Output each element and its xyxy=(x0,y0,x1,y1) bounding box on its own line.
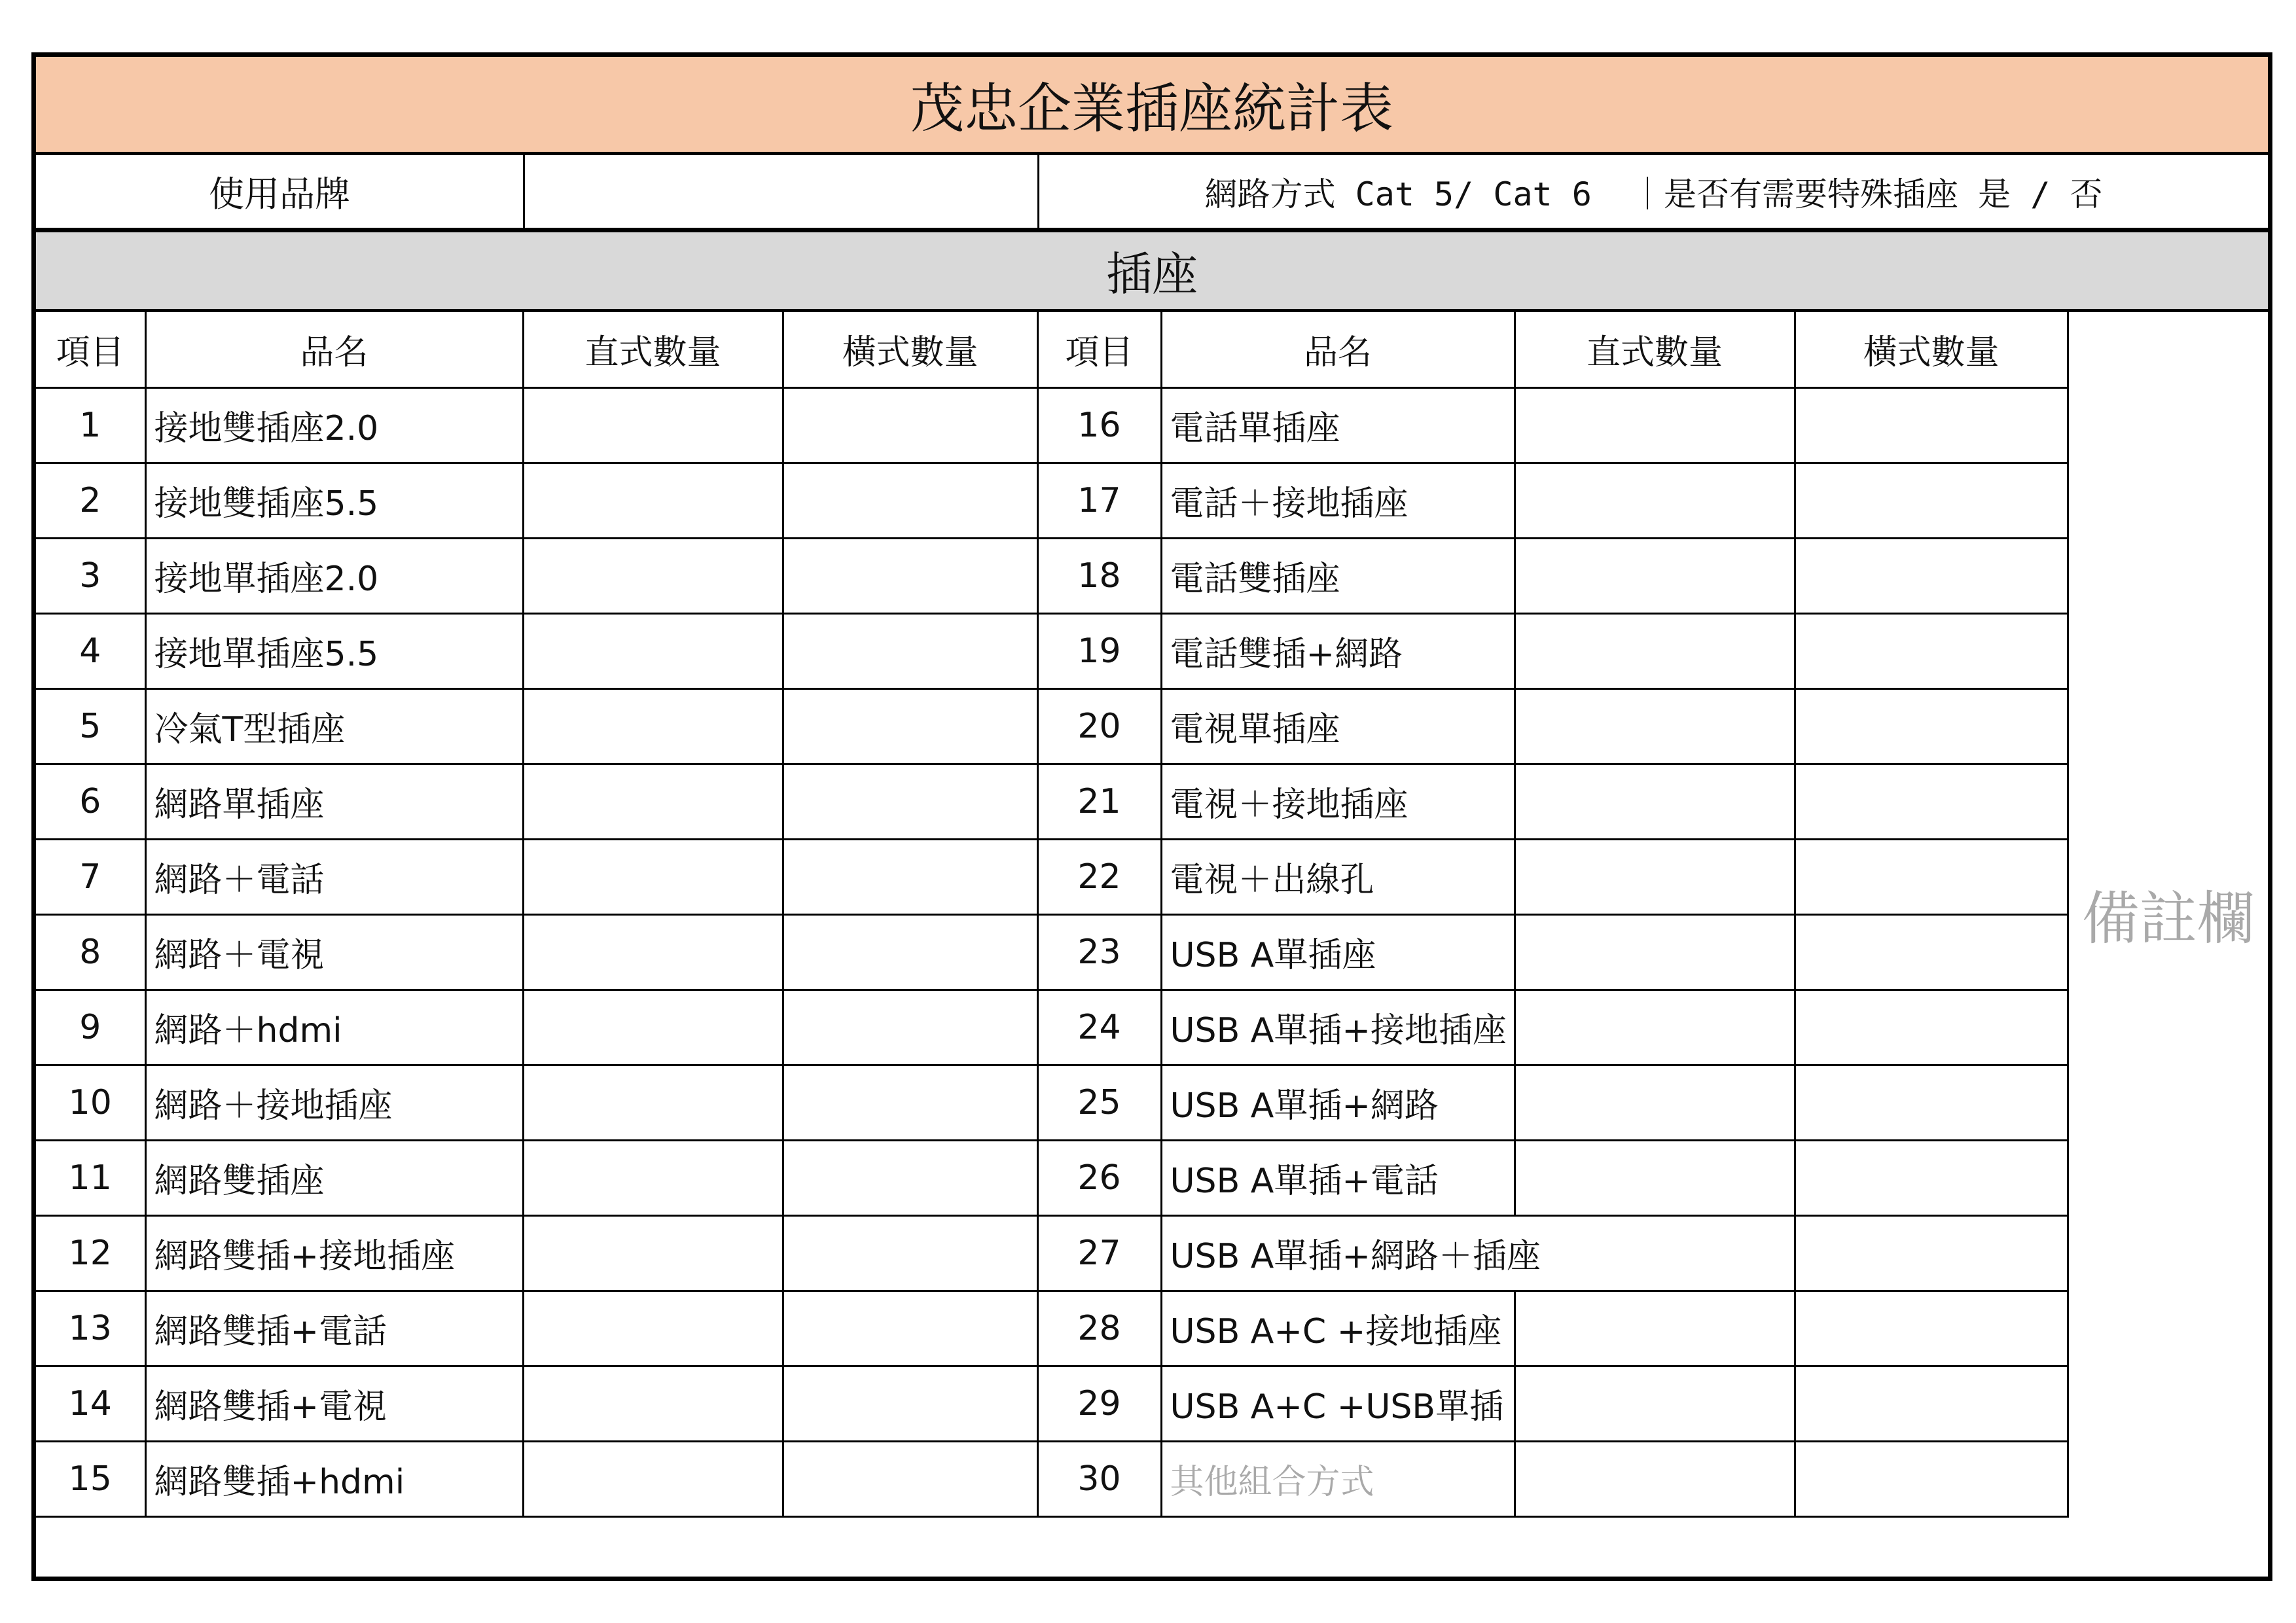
item-number: 19 xyxy=(1037,613,1161,688)
item-number: 28 xyxy=(1037,1291,1161,1366)
item-number: 22 xyxy=(1037,839,1161,914)
table-row xyxy=(36,613,2268,688)
item-name: 網路雙插+接地插座 xyxy=(145,1215,523,1291)
vertical-qty-input[interactable] xyxy=(1515,463,1795,538)
vertical-qty-input[interactable] xyxy=(523,1291,783,1366)
horizontal-qty-input[interactable] xyxy=(783,1441,1037,1516)
horizontal-qty-input[interactable] xyxy=(783,764,1037,839)
item-number: 3 xyxy=(36,538,145,613)
horizontal-qty-input[interactable] xyxy=(1795,463,2068,538)
horizontal-qty-input[interactable] xyxy=(1795,1441,2068,1516)
item-name: USB A+C +接地插座 xyxy=(1161,1291,1515,1366)
brand-label: 使用品牌 xyxy=(209,173,350,215)
vertical-qty-input[interactable] xyxy=(523,1140,783,1215)
vertical-qty-input[interactable] xyxy=(523,463,783,538)
vertical-qty-input[interactable] xyxy=(523,764,783,839)
horizontal-qty-input[interactable] xyxy=(783,538,1037,613)
vertical-qty-input[interactable] xyxy=(523,1366,783,1441)
horizontal-qty-input[interactable] xyxy=(783,1291,1037,1366)
item-number: 29 xyxy=(1037,1366,1161,1441)
vertical-qty-input[interactable] xyxy=(1515,613,1795,688)
item-number: 21 xyxy=(1037,764,1161,839)
horizontal-qty-input[interactable] xyxy=(783,688,1037,764)
vertical-qty-input[interactable] xyxy=(523,914,783,990)
horizontal-qty-input[interactable] xyxy=(1795,613,2068,688)
vertical-qty-input[interactable] xyxy=(523,613,783,688)
vertical-qty-input[interactable] xyxy=(1515,1215,1795,1291)
item-name: 電視單插座 xyxy=(1161,688,1515,764)
section-bar xyxy=(36,232,2268,312)
vertical-qty-input[interactable] xyxy=(523,1441,783,1516)
vertical-qty-input[interactable] xyxy=(1515,1140,1795,1215)
item-name: 電視＋接地插座 xyxy=(1161,764,1515,839)
horizontal-qty-input[interactable] xyxy=(1795,839,2068,914)
item-name: USB A單插+電話 xyxy=(1161,1140,1515,1215)
horizontal-qty-input[interactable] xyxy=(783,990,1037,1065)
horizontal-qty-input[interactable] xyxy=(1795,538,2068,613)
table-row xyxy=(36,914,2268,990)
remarks-label: 備註欄 xyxy=(2081,885,2255,952)
vertical-qty-input[interactable] xyxy=(1515,990,1795,1065)
item-number: 7 xyxy=(36,839,145,914)
item-name: 電話雙插座 xyxy=(1161,538,1515,613)
horizontal-qty-input[interactable] xyxy=(783,387,1037,463)
item-number: 10 xyxy=(36,1065,145,1140)
item-name: USB A單插座 xyxy=(1161,914,1515,990)
item-name: 冷氣T型插座 xyxy=(145,688,523,764)
item-number: 15 xyxy=(36,1441,145,1516)
vertical-qty-input[interactable] xyxy=(1515,1441,1795,1516)
item-name: 網路＋電視 xyxy=(145,914,523,990)
header-item: 項目 xyxy=(36,312,145,387)
item-name: 網路＋hdmi xyxy=(145,990,523,1065)
item-name: 網路雙插+電視 xyxy=(145,1366,523,1441)
item-number: 11 xyxy=(36,1140,145,1215)
vertical-qty-input[interactable] xyxy=(523,688,783,764)
vertical-qty-input[interactable] xyxy=(1515,538,1795,613)
item-number: 18 xyxy=(1037,538,1161,613)
item-name: 電話單插座 xyxy=(1161,387,1515,463)
item-number: 12 xyxy=(36,1215,145,1291)
horizontal-qty-input[interactable] xyxy=(1795,764,2068,839)
horizontal-qty-input[interactable] xyxy=(783,839,1037,914)
header-horizontal-qty: 橫式數量 xyxy=(783,312,1037,387)
horizontal-qty-input[interactable] xyxy=(1795,1140,2068,1215)
table-row xyxy=(36,1140,2268,1215)
item-number: 24 xyxy=(1037,990,1161,1065)
item-number: 16 xyxy=(1037,387,1161,463)
vertical-qty-input[interactable] xyxy=(523,1065,783,1140)
horizontal-qty-input[interactable] xyxy=(783,1140,1037,1215)
horizontal-qty-input[interactable] xyxy=(1795,387,2068,463)
item-name: 接地雙插座5.5 xyxy=(145,463,523,538)
item-name: 電話＋接地插座 xyxy=(1161,463,1515,538)
item-number: 20 xyxy=(1037,688,1161,764)
vertical-qty-input[interactable] xyxy=(1515,1065,1795,1140)
page-title: 茂忠企業插座統計表 xyxy=(910,78,1393,140)
title-bar xyxy=(36,57,2268,155)
horizontal-qty-input[interactable] xyxy=(783,1366,1037,1441)
header-horizontal-qty: 橫式數量 xyxy=(1795,312,2068,387)
item-name: USB A單插+網路 xyxy=(1161,1065,1515,1140)
item-name: USB A+C +USB單插 xyxy=(1161,1366,1515,1441)
item-name: 接地雙插座2.0 xyxy=(145,387,523,463)
item-name: 網路＋電話 xyxy=(145,839,523,914)
vertical-qty-input[interactable] xyxy=(1515,1291,1795,1366)
header-item: 項目 xyxy=(1037,312,1161,387)
item-number: 5 xyxy=(36,688,145,764)
item-name: 電話雙插+網路 xyxy=(1161,613,1515,688)
item-name: 其他組合方式 xyxy=(1161,1441,1515,1516)
header-name: 品名 xyxy=(1161,312,1515,387)
table-row xyxy=(36,1291,2268,1366)
table-row xyxy=(36,1215,2268,1291)
header-name: 品名 xyxy=(145,312,523,387)
vertical-qty-input[interactable] xyxy=(523,839,783,914)
horizontal-qty-input[interactable] xyxy=(1795,1065,2068,1140)
vertical-qty-input[interactable] xyxy=(523,990,783,1065)
horizontal-qty-input[interactable] xyxy=(1795,688,2068,764)
vertical-qty-input[interactable] xyxy=(1515,839,1795,914)
item-number: 4 xyxy=(36,613,145,688)
horizontal-qty-input[interactable] xyxy=(1795,1366,2068,1441)
socket-statistics-sheet xyxy=(31,52,2272,1581)
info-row xyxy=(36,155,2268,232)
item-number: 13 xyxy=(36,1291,145,1366)
header-vertical-qty: 直式數量 xyxy=(523,312,783,387)
header-row xyxy=(36,312,2268,387)
vertical-qty-input[interactable] xyxy=(523,387,783,463)
table-row xyxy=(36,990,2268,1065)
horizontal-qty-input[interactable] xyxy=(1795,1291,2068,1366)
item-number: 17 xyxy=(1037,463,1161,538)
table-row xyxy=(36,688,2268,764)
item-name: USB A單插+網路＋插座 xyxy=(1161,1215,1515,1291)
item-name: 接地單插座5.5 xyxy=(145,613,523,688)
horizontal-qty-input[interactable] xyxy=(783,613,1037,688)
item-name: 網路＋接地插座 xyxy=(145,1065,523,1140)
item-number: 9 xyxy=(36,990,145,1065)
vertical-qty-input[interactable] xyxy=(1515,688,1795,764)
item-name: 網路雙插+hdmi xyxy=(145,1441,523,1516)
horizontal-qty-input[interactable] xyxy=(1795,914,2068,990)
table-row xyxy=(36,839,2268,914)
horizontal-qty-input[interactable] xyxy=(783,463,1037,538)
item-name: 網路單插座 xyxy=(145,764,523,839)
vertical-qty-input[interactable] xyxy=(1515,914,1795,990)
item-name: USB A單插+接地插座 xyxy=(1161,990,1515,1065)
network-option-cell[interactable] xyxy=(1039,155,2268,228)
brand-input-field[interactable] xyxy=(525,155,1037,228)
item-name: 電視＋出線孔 xyxy=(1161,839,1515,914)
item-name: 網路雙插座 xyxy=(145,1140,523,1215)
brand-label-cell xyxy=(36,155,523,228)
table-row xyxy=(36,1065,2268,1140)
horizontal-qty-input[interactable] xyxy=(783,1215,1037,1291)
item-number: 26 xyxy=(1037,1140,1161,1215)
table-row xyxy=(36,463,2268,538)
table-row xyxy=(36,538,2268,613)
horizontal-qty-input[interactable] xyxy=(783,1065,1037,1140)
item-number: 2 xyxy=(36,463,145,538)
remarks-column[interactable] xyxy=(2068,312,2268,1516)
item-name: 接地單插座2.0 xyxy=(145,538,523,613)
item-number: 8 xyxy=(36,914,145,990)
socket-table xyxy=(36,312,2268,1518)
network-option-text: 網路方式 Cat 5/ Cat 6 ｜是否有需要特殊插座 是 / 否 xyxy=(1204,175,2103,213)
item-number: 30 xyxy=(1037,1441,1161,1516)
item-number: 6 xyxy=(36,764,145,839)
header-vertical-qty: 直式數量 xyxy=(1515,312,1795,387)
item-number: 23 xyxy=(1037,914,1161,990)
vertical-qty-input[interactable] xyxy=(1515,387,1795,463)
item-number: 27 xyxy=(1037,1215,1161,1291)
horizontal-qty-input[interactable] xyxy=(1795,990,2068,1065)
table-row xyxy=(36,387,2268,463)
item-name: 網路雙插+電話 xyxy=(145,1291,523,1366)
table-row xyxy=(36,1366,2268,1441)
table-row xyxy=(36,764,2268,839)
horizontal-qty-input[interactable] xyxy=(783,914,1037,990)
vertical-qty-input[interactable] xyxy=(523,538,783,613)
table-row xyxy=(36,1441,2268,1516)
horizontal-qty-input[interactable] xyxy=(1795,1215,2068,1291)
item-number: 25 xyxy=(1037,1065,1161,1140)
item-number: 1 xyxy=(36,387,145,463)
section-title: 插座 xyxy=(1106,247,1198,301)
vertical-qty-input[interactable] xyxy=(1515,764,1795,839)
vertical-qty-input[interactable] xyxy=(1515,1366,1795,1441)
vertical-qty-input[interactable] xyxy=(523,1215,783,1291)
item-number: 14 xyxy=(36,1366,145,1441)
